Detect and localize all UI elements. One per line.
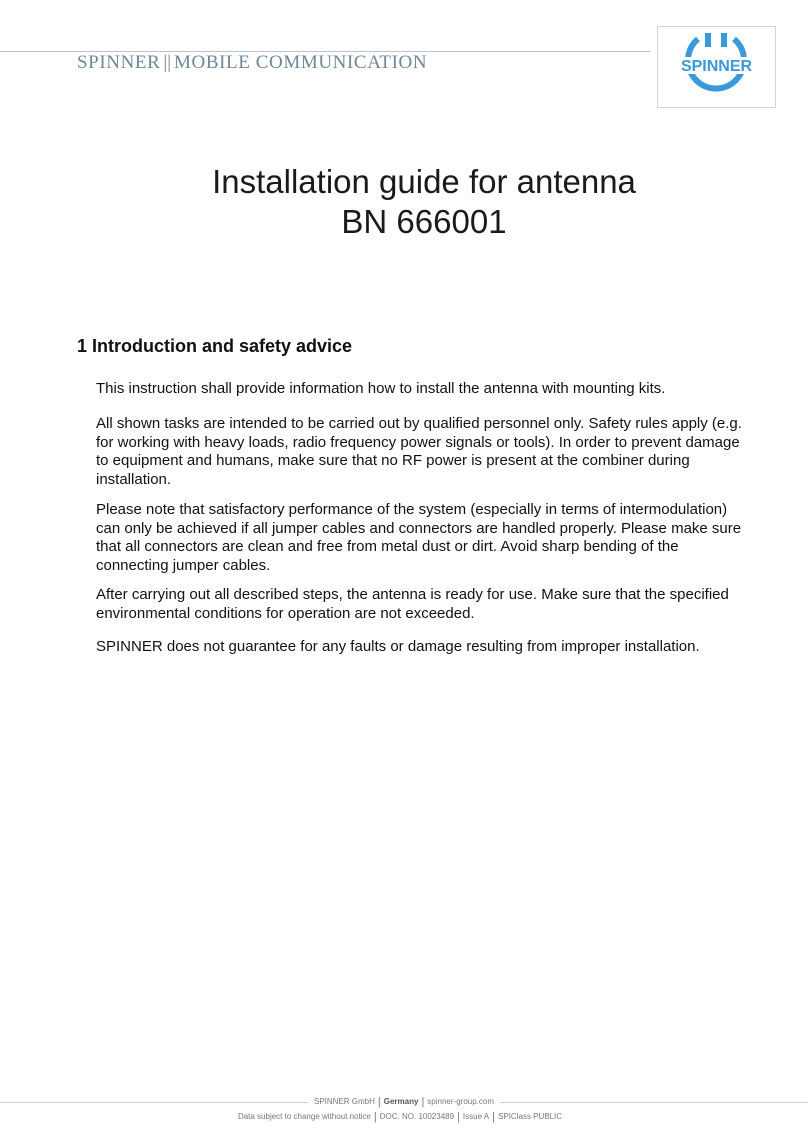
footer-document-row — [0, 1111, 804, 1123]
brand-left-text: SPINNER — [77, 52, 161, 73]
spinner-logo-icon — [658, 27, 775, 107]
paragraph-safety: All shown tasks are intended to be carried out by qualified personnel only. Safety rules apply (e.g. for working with heavy loads, radio frequency power signals or tools). In order to prevent damage to equipment and humans, make sure that no RF power is present at the combiner during installation. — [96, 415, 742, 488]
footer-divider: | — [492, 1111, 496, 1123]
paragraph-performance: Please note that satisfactory performance of the system (especially in terms of intermodulation) can only be achieved if all jumper cables and connectors are handled properly. Please make sure that all connectors are clean and free from metal dust or dirt. Avoid sharp bending of the connecting jumper cables. — [96, 501, 742, 574]
brand-wordmark — [77, 52, 427, 74]
footer-country: Germany — [383, 1097, 419, 1106]
footer-divider: | — [373, 1111, 377, 1123]
brand-separator: || — [163, 52, 171, 73]
footer-issue: Issue A — [462, 1112, 490, 1121]
footer-notice: Data subject to change without notice — [237, 1112, 371, 1121]
footer-doc-number: DOC. NO. 10023489 — [379, 1112, 455, 1121]
footer-divider: | — [457, 1111, 460, 1123]
footer-company-row — [0, 1096, 808, 1108]
footer-divider: | — [421, 1096, 425, 1108]
footer-website: spinner-group.com — [427, 1097, 494, 1106]
spinner-logo — [657, 26, 776, 108]
section-heading: 1 Introduction and safety advice — [77, 336, 353, 356]
paragraph-intro: This instruction shall provide information how to install the antenna with mounting kits. — [96, 380, 666, 397]
logo-gap — [712, 33, 720, 47]
logo-wordmark: SPINNER — [680, 58, 753, 75]
footer-company: SPINNER GmbH — [313, 1097, 375, 1106]
paragraph-ready: After carrying out all described steps, the antenna is ready for use. Make sure that the specified environmental conditions for operation are not exceeded. — [96, 586, 729, 622]
footer-divider: | — [377, 1096, 381, 1108]
brand-right-text: MOBILE COMMUNICATION — [174, 52, 428, 73]
footer-classification: SPIClass PUBLIC — [498, 1112, 563, 1121]
paragraph-guarantee: SPINNER does not guarantee for any faults or damage resulting from improper installation. — [96, 638, 700, 655]
document-title-line-2: BN 666001 — [341, 203, 507, 240]
document-title-line-1: Installation guide for antenna — [212, 163, 636, 200]
